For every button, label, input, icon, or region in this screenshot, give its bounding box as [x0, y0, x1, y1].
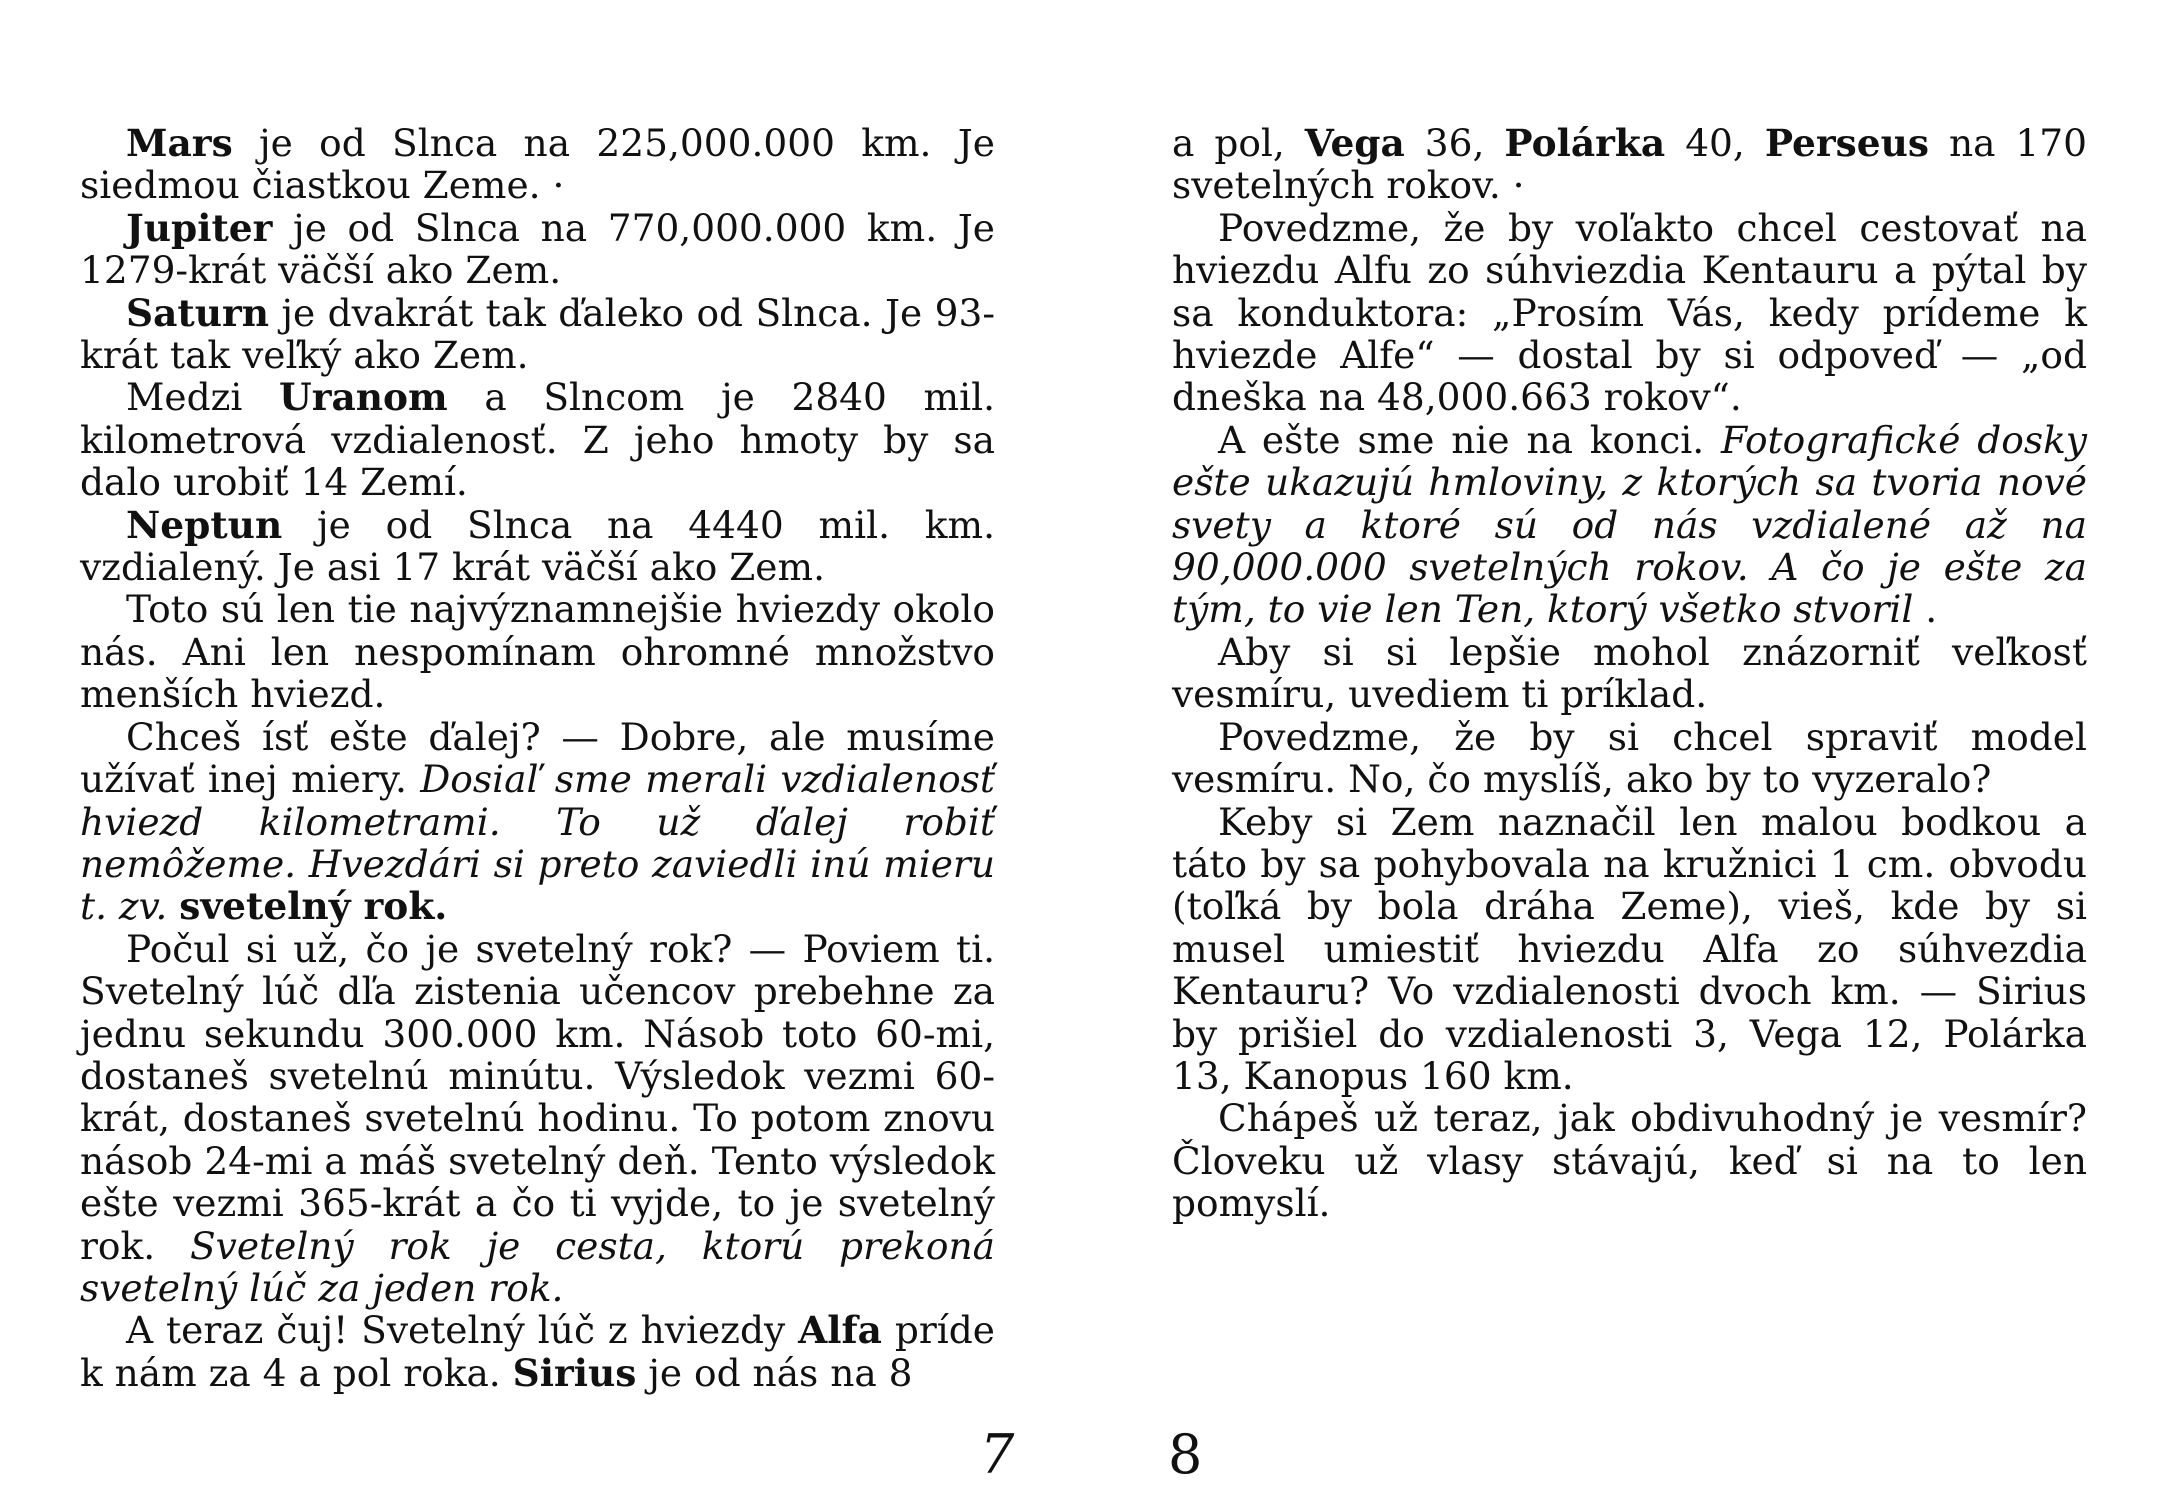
- page-number-left: 7: [980, 1423, 1015, 1486]
- paragraph-conductor: Povedzme, že by voľakto chcel cestovať na hviezdu Alfu zo súhviezdia Kentauru a pýtal by sa konduktora: „Prosím Vás, kedy prídeme k hviezde Alfe“ — dostal by si odpoveď — „od dneška na 48,000.663 rokov“.: [1172, 205, 2087, 420]
- paragraph-scale: Keby si Zem naznačil len malou bodkou a táto by sa pohybovala na kružnici 1 cm. obvodu (toľká by bola dráha Zeme), vieš, kde by si musel umiestiť hviezdu Alfa zo súhvezdia Kentauru? Vo vzdialenosti dvoch km. — Sirius by prišiel do vzdialenosti 3, Vega 12, Polárka 13, Kanopus 160 km.: [1172, 799, 2087, 1098]
- paragraph-continuation: a pol, Vega 36, Polárka 40, Perseus na 170 svetelných rokov. ·: [1172, 121, 2087, 208]
- paragraph-model: Povedzme, že by si chcel spraviť model vesmíru. No, čo myslíš, ako by to vyzeralo?: [1172, 714, 2087, 802]
- paragraph-mars: Mars je od Slnca na 225,000.000 km. Je siedmou čiastkou Zeme. ·: [80, 121, 995, 208]
- star-name: Alfa: [798, 1308, 882, 1353]
- paragraph-alfa: A teraz čuj! Svetelný lúč z hviezdy Alfa príde k nám za 4 a pol roka. Sirius je od nás na 8: [80, 1308, 995, 1395]
- term-light-year: svetelný rok.: [179, 884, 448, 929]
- left-page: [80, 122, 995, 1394]
- planet-name: Uranom: [279, 375, 448, 420]
- page-number-right: 8: [1168, 1423, 1203, 1486]
- paragraph-further: Chceš ísť ešte ďalej? — Dobre, ale musíme užívať inej miery. Dosiaľ sme merali vzdialenosť hviezd kilometrami. To už ďalej robiť nemôžeme. Hvezdári si preto zaviedli inú mieru t. zv. svetelný rok.: [80, 714, 995, 929]
- star-name: Polárka: [1504, 121, 1666, 165]
- paragraph-example: Aby si si lepšie mohol znázorniť veľkosť vesmíru, uvediem ti príklad.: [1172, 629, 2087, 717]
- paragraph-jupiter: Jupiter je od Slnca na 770,000.000 km. Je 1279-krát väčší ako Zem.: [80, 205, 995, 293]
- star-name: Sirius: [512, 1350, 637, 1395]
- right-page: [1172, 122, 2087, 1225]
- planet-name: Jupiter: [126, 205, 273, 250]
- paragraph-stars: Toto sú len tie najvýznamnejšie hviezdy okolo nás. Ani len nespomínam ohromné množstvo menších hviezd.: [80, 587, 995, 717]
- star-name: Vega: [1304, 121, 1405, 165]
- planet-name: Saturn: [126, 290, 269, 335]
- star-name: Perseus: [1764, 121, 1929, 165]
- paragraph-conclusion: Chápeš už teraz, jak obdivuhodný je vesmír? Človeku už vlasy stávajú, keď si na to len pomyslí.: [1172, 1096, 2087, 1226]
- planet-name: Neptun: [126, 502, 283, 547]
- paragraph-uranus: Medzi Uranom a Slncom je 2840 mil. kilometrová vzdialenosť. Z jeho hmoty by sa dalo urobiť 14 Zemí.: [80, 375, 996, 505]
- paragraph-saturn: Saturn je dvakrát tak ďaleko od Slnca. Je 93-krát tak veľký ako Zem.: [80, 290, 995, 378]
- planet-name: Mars: [126, 121, 233, 165]
- paragraph-neptune: Neptun je od Slnca na 4440 mil. km. vzdialený. Je asi 17 krát väčší ako Zem.: [80, 502, 995, 590]
- paragraph-nebulae: A ešte sme nie na konci. Fotografické dosky ešte ukazujú hmloviny, z ktorých sa tvoria nové svety a ktoré sú od nás vzdialené až na 90,000.000 svetelných rokov. A čo je ešte za tým, to vie len Ten, ktorý všetko stvoril .: [1172, 417, 2087, 632]
- paragraph-light-year: Počul si už, čo je svetelný rok? — Poviem ti. Svetelný lúč dľa zistenia učencov prebehne za jednu sekundu 300.000 km. Násob toto 60-mi, dostaneš svetelnú minútu. Výsledok vezmi 60-krát, dostaneš svetelnú hodinu. To potom znovu násob 24-mi a máš svetelný deň. Tento výsledok ešte vezmi 365-krát a čo ti vyjde, to je svetelný rok. Svetelný rok je cesta, ktorú prekoná svetelný lúč za jeden rok.: [80, 926, 995, 1310]
